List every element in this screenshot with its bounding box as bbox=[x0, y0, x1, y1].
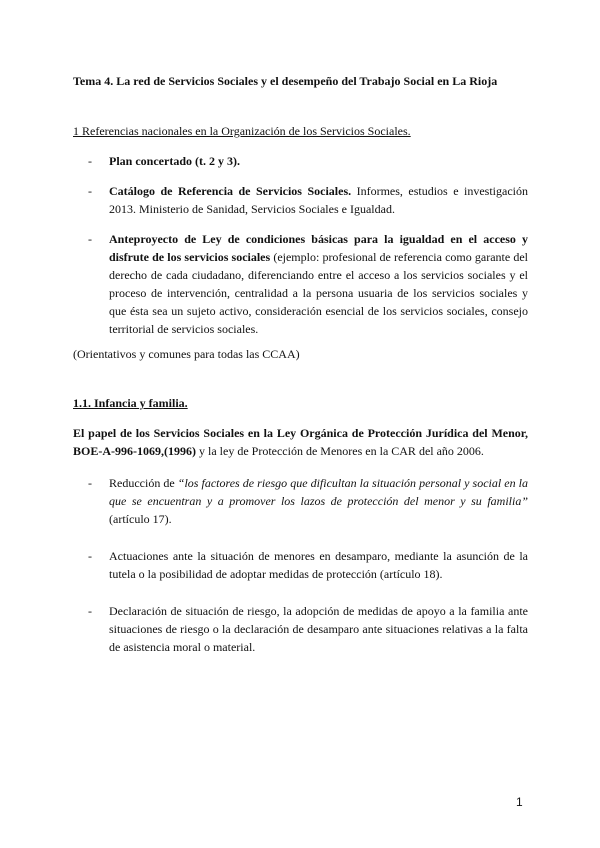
intro-text: y la ley de Protección de Menores en la CAR del año 2006. bbox=[196, 444, 484, 458]
section-1-heading: 1 Referencias nacionales en la Organización de los Servicios Sociales. bbox=[73, 124, 411, 138]
item-text: (artículo 17). bbox=[109, 512, 172, 526]
list-item bbox=[73, 547, 528, 583]
bullet-dash: - bbox=[88, 476, 92, 490]
list-item bbox=[73, 602, 528, 656]
list-item bbox=[73, 230, 528, 338]
item-bold-text: Anteproyecto de Ley de condiciones básicas para la igualdad en el acceso y disfrute de los servicios sociales bbox=[109, 232, 528, 264]
item-bold-text: Catálogo de Referencia de Servicios Sociales. bbox=[109, 184, 352, 198]
page-number: 1 bbox=[516, 795, 523, 809]
item-text: Informes, estudios e investigación 2013. Ministerio de Sanidad, Servicios Sociales e Igualdad. bbox=[109, 184, 528, 216]
bullet-dash: - bbox=[88, 604, 92, 618]
section-2-heading: 1.1. Infancia y familia. bbox=[73, 396, 188, 410]
item-quote: “los factores de riesgo que dificultan la situación personal y social en la que se encuentran y a promover los lazos de protección del menor y su familia” bbox=[109, 476, 528, 508]
item-bold-text: Plan concertado (t. 2 y 3). bbox=[109, 154, 240, 168]
bullet-dash: - bbox=[88, 184, 92, 198]
intro-bold-text: El papel de los Servicios Sociales en la Ley Orgánica de Protección Jurídica del Menor, BOE-A-996-1069,(1996) bbox=[73, 426, 528, 458]
bullet-dash: - bbox=[88, 232, 92, 246]
item-text: Declaración de situación de riesgo, la adopción de medidas de apoyo a la familia ante situaciones de riesgo o la declaración de desamparo ante situaciones relativas a la falta de asistencia moral o material. bbox=[109, 604, 528, 654]
list-item bbox=[73, 182, 528, 218]
item-text: Actuaciones ante la situación de menores en desamparo, mediante la asunción de la tutela o la posibilidad de adoptar medidas de protección (artículo 18). bbox=[109, 549, 528, 581]
item-text: Reducción de bbox=[109, 476, 178, 490]
bullet-dash: - bbox=[88, 154, 92, 168]
bullet-dash: - bbox=[88, 549, 92, 563]
document-title: Tema 4. La red de Servicios Sociales y el desempeño del Trabajo Social en La Rioja bbox=[73, 74, 498, 88]
section-1-note: (Orientativos y comunes para todas las CCAA) bbox=[73, 347, 300, 361]
section-2-intro bbox=[73, 424, 528, 460]
item-text: (ejemplo: profesional de referencia como garante del derecho de cada ciudadano, diferenciando entre el acceso a los servicios sociales y el proceso de intervención, centralidad a la persona usuaria de los servicios sociales y que ésta sea un sujeto activo, consideración esencial de los servicios sociales, consejo territorial de servicios sociales. bbox=[109, 250, 528, 336]
list-item bbox=[73, 152, 528, 170]
list-item bbox=[73, 474, 528, 528]
